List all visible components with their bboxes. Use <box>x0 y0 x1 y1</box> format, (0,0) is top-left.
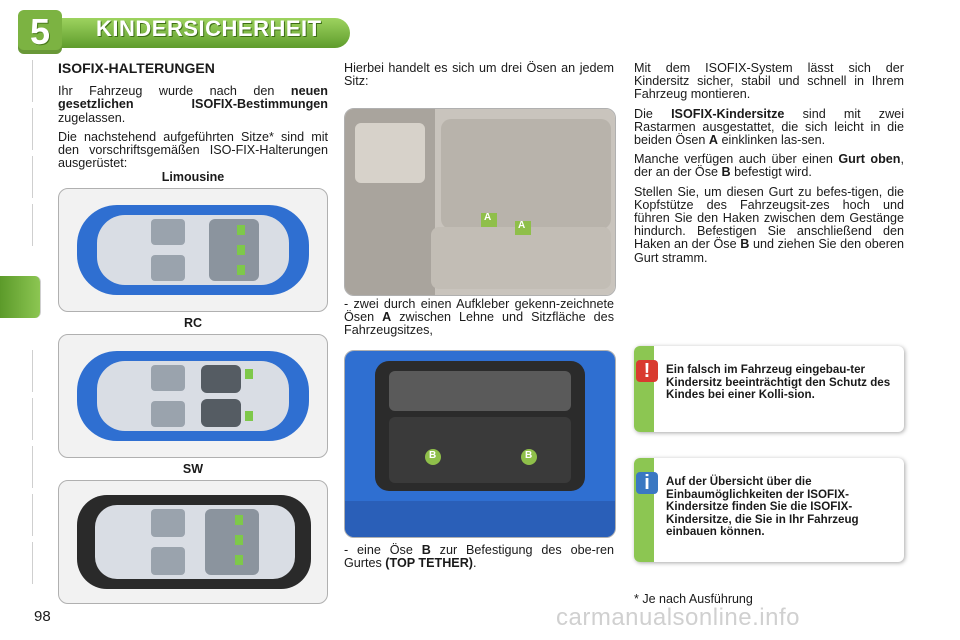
chapter-tab[interactable] <box>10 204 33 246</box>
section-heading: ISOFIX-HALTERUNGEN <box>58 60 215 76</box>
info-box <box>634 458 904 562</box>
text-run: einklinken las-sen. <box>718 133 826 148</box>
info-text: Auf der Übersicht über die Einbaumöglichkeiten der ISOFIX-Kindersitze finden Sie die ISOFIX-Kindersitze, die Sie in Ihr Fahrzeug einbauen können. <box>666 475 859 538</box>
chapter-badge <box>18 10 62 54</box>
bullet-anchors-a <box>344 298 614 338</box>
chapter-number: 5 <box>29 11 51 52</box>
chapter-tab[interactable] <box>10 446 33 488</box>
anchor-marker-b: B <box>429 450 437 461</box>
bold-run: (TOP TETHER) <box>385 556 473 571</box>
anchor-marker-a: A <box>484 212 492 223</box>
bold-run: ISOFIX-Kindersitze <box>671 106 785 121</box>
text-run: zur Befestigung des obe-ren Gurtes <box>344 543 614 571</box>
text-run: - eine Öse <box>344 543 422 557</box>
chapter-tabs <box>0 60 30 600</box>
text-run: befestigt wird. <box>730 165 812 180</box>
chapter-tab[interactable] <box>10 156 33 198</box>
car-label-rc: RC <box>183 316 203 330</box>
seats-paragraph: Die nachstehend aufgeführten Sitze* sind mit den vorschriftsgemäßen ISO-FIX-Halterungen ausgerüstet: <box>58 129 328 171</box>
trunk-image <box>345 351 615 537</box>
page-title: KINDERSICHERHEIT <box>96 16 322 41</box>
footnote: * Je nach Ausführung <box>634 592 753 606</box>
bold-run: neuen gesetzlichen ISOFIX-Bestimmungen <box>58 84 328 112</box>
car-top-view <box>59 335 327 457</box>
car-label-sw: SW <box>182 462 204 476</box>
chapter-tab[interactable] <box>10 60 33 102</box>
text-run: Stellen Sie, um diesen Gurt zu befes-tigen, die Kopfstütze des Fahrzeugsit-zes hoch und führen Sie den Haken zwischen dem Gestänge hindurch. Befestigen Sie anschließend den Haken an der Öse <box>634 184 904 252</box>
rear-seat-photo <box>344 108 616 296</box>
text-run: Ihr Fahrzeug wurde nach den <box>58 84 291 99</box>
anchor-marker-b: B <box>525 450 533 461</box>
car-top-view <box>59 481 327 603</box>
warning-icon: ! <box>636 360 658 382</box>
bold-run: A <box>708 133 719 148</box>
chapter-tab[interactable] <box>10 108 33 150</box>
right-column <box>634 62 904 271</box>
rear-seat-image <box>345 109 615 295</box>
sw-diagram <box>58 480 328 604</box>
bold-run: Gurt oben <box>838 152 901 167</box>
chapter-tab[interactable] <box>10 350 33 392</box>
bold-run: B <box>421 543 431 557</box>
top-strap-paragraph <box>634 153 904 179</box>
text-run: . <box>473 556 477 571</box>
isofix-paragraph: Mit dem ISOFIX-System lässt sich der Kindersitz sicher, stabil und schnell in Ihrem Fahrzeug montieren. <box>634 61 904 102</box>
middle-column-intro: Hierbei handelt es sich um drei Ösen an jedem Sitz: <box>344 61 614 89</box>
chapter-tab[interactable] <box>10 542 33 584</box>
car-label-limousine: Limousine <box>161 170 225 184</box>
warning-text: Ein falsch im Fahrzeug eingebau-ter Kindersitz beeinträchtigt den Schutz des Kindes bei einer Kolli-sion. <box>666 363 891 401</box>
text-run: Die <box>634 106 672 121</box>
rc-diagram <box>58 334 328 458</box>
page-number: 98 <box>34 608 51 625</box>
limousine-diagram <box>58 188 328 312</box>
bullet-anchor-b <box>344 544 614 570</box>
left-column <box>58 62 328 176</box>
text-run: , der an der Öse <box>634 152 905 180</box>
car-top-view <box>59 189 327 311</box>
chapter-tab[interactable] <box>10 494 33 536</box>
chapter-tab-active[interactable] <box>0 276 41 318</box>
text-run: und ziehen Sie den oberen Gurt stramm. <box>634 237 904 265</box>
trunk-photo <box>344 350 616 538</box>
anchor-marker-a: A <box>518 220 526 231</box>
chapter-tab[interactable] <box>10 398 33 440</box>
text-run: zugelassen. <box>58 110 126 125</box>
text-run: sind mit zwei Rastarmen ausgestattet, die sich leicht in die beiden Ösen <box>634 106 904 148</box>
intro-paragraph <box>58 85 328 125</box>
watermark: carmanualsonline.info <box>556 604 800 631</box>
text-run: Manche verfügen auch über einen <box>634 152 839 167</box>
bold-run: A <box>382 310 392 325</box>
fastening-paragraph <box>634 186 904 265</box>
warning-stripe <box>634 346 654 432</box>
bold-run: B <box>721 165 731 180</box>
isofix-seats-paragraph <box>634 108 904 148</box>
text-run: - zwei durch einen Aufkleber gekenn-zeichnete Ösen <box>344 297 614 325</box>
warning-box <box>634 346 904 432</box>
info-icon: i <box>636 472 658 494</box>
bold-run: B <box>740 237 750 252</box>
text-run: zwischen Lehne und Sitzfläche des Fahrzeugsitzes, <box>344 310 614 338</box>
